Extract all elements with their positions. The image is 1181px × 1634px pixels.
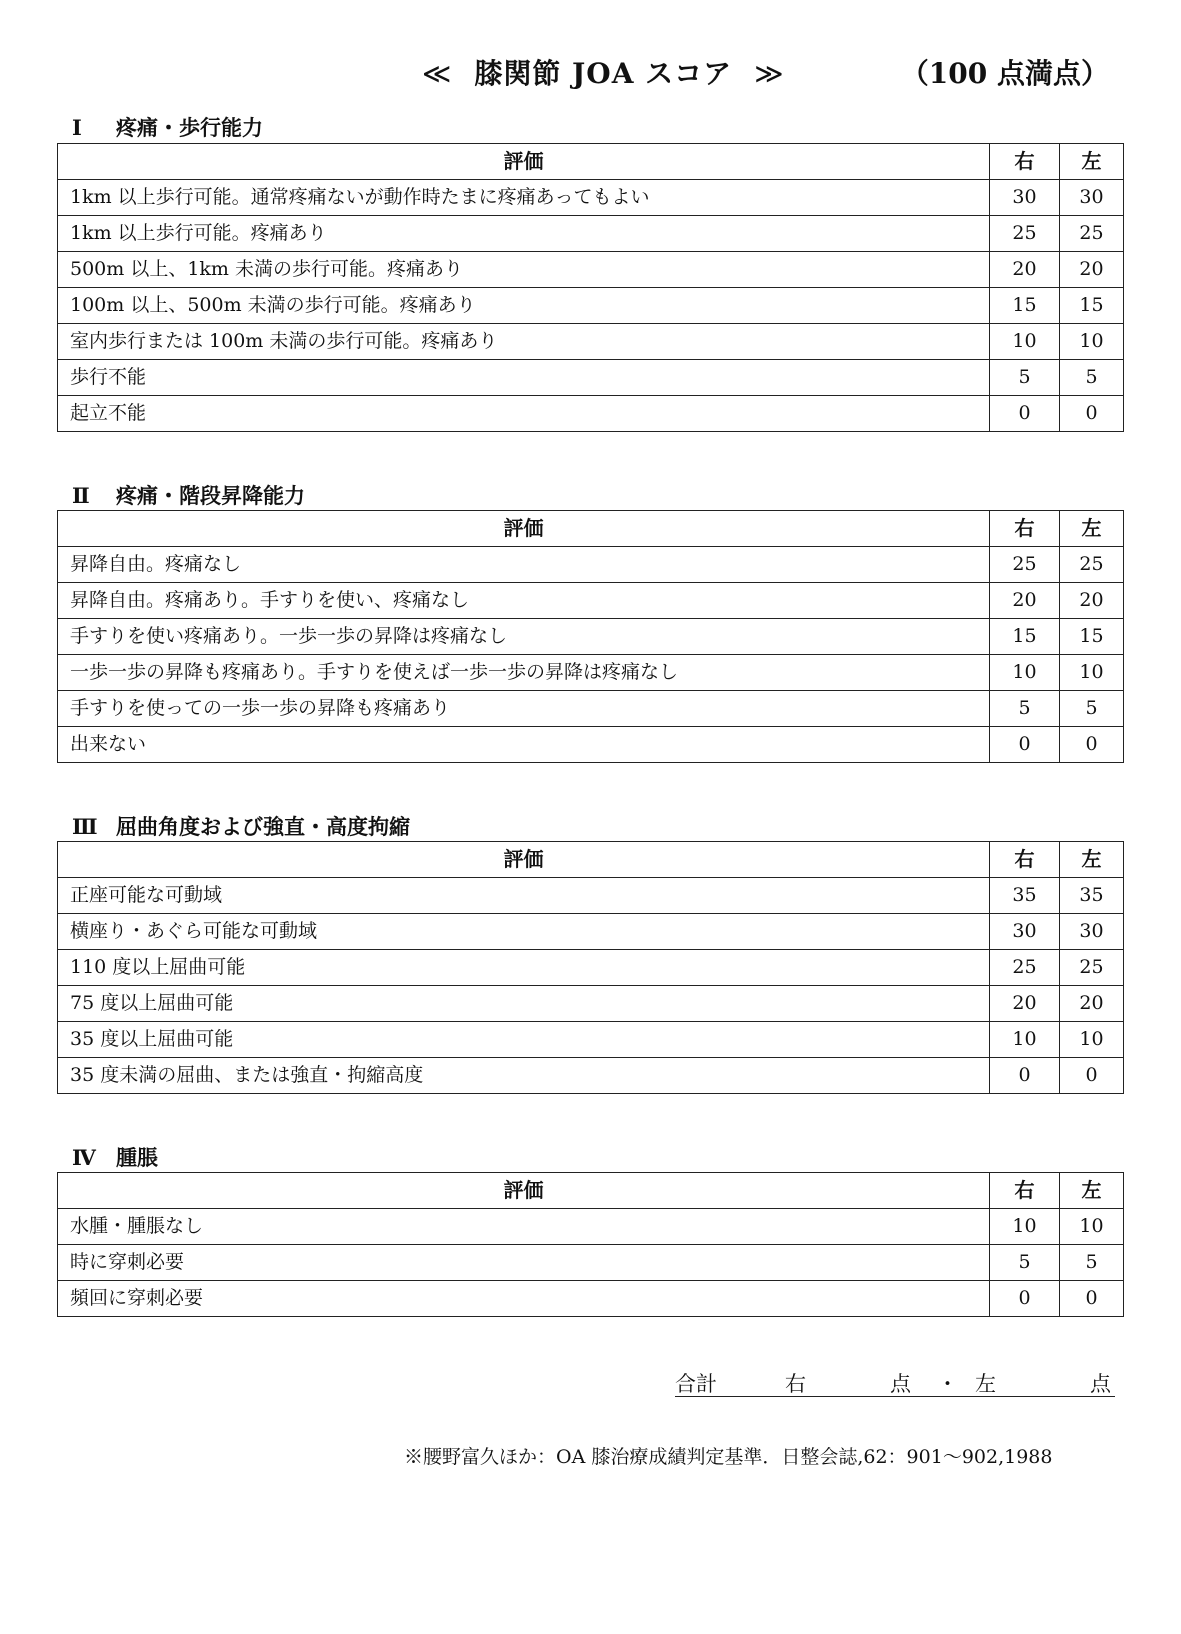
table-row [58, 1245, 1124, 1281]
row-left-score: 0 [1060, 1281, 1124, 1317]
table-row [58, 396, 1124, 432]
table-row [58, 324, 1124, 360]
header-right: 右 [990, 144, 1060, 180]
table-row [58, 1281, 1124, 1317]
close-quote: ≫ [754, 57, 785, 90]
row-description: 35 度未満の屈曲、または強直・拘縮高度 [58, 1058, 990, 1094]
total-line [675, 1368, 1115, 1397]
header-left: 左 [1060, 842, 1124, 878]
row-right-score: 0 [990, 1281, 1060, 1317]
header-left: 左 [1060, 511, 1124, 547]
row-description: 35 度以上屈曲可能 [58, 1022, 990, 1058]
table-row [58, 878, 1124, 914]
row-left-score: 15 [1060, 288, 1124, 324]
section-1-numeral: Ⅰ [72, 115, 82, 140]
row-right-score: 0 [990, 1058, 1060, 1094]
row-left-score: 5 [1060, 1245, 1124, 1281]
total-separator: ・ [937, 1372, 958, 1396]
row-description: 1km 以上歩行可能。通常疼痛ないが動作時たまに疼痛あってもよい [58, 180, 990, 216]
row-description: 500m 以上、1km 未満の歩行可能。疼痛あり [58, 252, 990, 288]
section-1-heading [72, 112, 263, 142]
row-left-score: 15 [1060, 619, 1124, 655]
full-score-label: （100 点満点） [900, 57, 1109, 90]
header-left: 左 [1060, 1173, 1124, 1209]
row-right-score: 5 [990, 691, 1060, 727]
row-description: 頻回に穿刺必要 [58, 1281, 990, 1317]
row-right-score: 10 [990, 324, 1060, 360]
row-description: 歩行不能 [58, 360, 990, 396]
row-left-score: 20 [1060, 583, 1124, 619]
table-row [58, 727, 1124, 763]
table-row [58, 360, 1124, 396]
header-evaluation: 評価 [58, 144, 990, 180]
total-right-label: 右 [785, 1372, 806, 1396]
row-left-score: 25 [1060, 547, 1124, 583]
table-row [58, 950, 1124, 986]
table-row [58, 547, 1124, 583]
total-right-point: 点 [890, 1372, 911, 1396]
row-description: 手すりを使い疼痛あり。一歩一歩の昇降は疼痛なし [58, 619, 990, 655]
row-right-score: 30 [990, 914, 1060, 950]
section-1-table [57, 143, 1124, 432]
row-description: 正座可能な可動域 [58, 878, 990, 914]
section-2-heading [72, 480, 305, 510]
row-description: 1km 以上歩行可能。疼痛あり [58, 216, 990, 252]
row-description: 75 度以上屈曲可能 [58, 986, 990, 1022]
section-2-numeral: Ⅱ [72, 483, 90, 508]
row-description: 100m 以上、500m 未満の歩行可能。疼痛あり [58, 288, 990, 324]
table-header-row [58, 842, 1124, 878]
row-right-score: 25 [990, 547, 1060, 583]
section-2-table [57, 510, 1124, 763]
title-text: 膝関節 JOA スコア [474, 57, 733, 90]
section-4-heading [72, 1142, 158, 1172]
row-description: 室内歩行または 100m 未満の歩行可能。疼痛あり [58, 324, 990, 360]
header-right: 右 [990, 1173, 1060, 1209]
row-right-score: 20 [990, 252, 1060, 288]
row-left-score: 10 [1060, 324, 1124, 360]
row-right-score: 20 [990, 583, 1060, 619]
section-1-title: 疼痛・歩行能力 [116, 115, 263, 140]
table-row [58, 288, 1124, 324]
row-left-score: 5 [1060, 360, 1124, 396]
reference-footnote: ※腰野富久ほか：OA 膝治療成績判定基準．日整会誌,62：901〜902,1988 [404, 1446, 1053, 1468]
table-row [58, 252, 1124, 288]
table-row [58, 180, 1124, 216]
total-label: 合計 [675, 1372, 717, 1396]
header-left: 左 [1060, 144, 1124, 180]
row-left-score: 20 [1060, 986, 1124, 1022]
header-right: 右 [990, 842, 1060, 878]
open-quote: ≪ [422, 57, 453, 90]
row-left-score: 25 [1060, 950, 1124, 986]
table-header-row [58, 144, 1124, 180]
row-description: 手すりを使っての一歩一歩の昇降も疼痛あり [58, 691, 990, 727]
row-description: 起立不能 [58, 396, 990, 432]
table-row [58, 691, 1124, 727]
row-description: 110 度以上屈曲可能 [58, 950, 990, 986]
row-left-score: 0 [1060, 1058, 1124, 1094]
row-right-score: 0 [990, 396, 1060, 432]
row-right-score: 5 [990, 360, 1060, 396]
row-left-score: 30 [1060, 914, 1124, 950]
row-right-score: 5 [990, 1245, 1060, 1281]
row-right-score: 25 [990, 216, 1060, 252]
header-right: 右 [990, 511, 1060, 547]
table-row [58, 1209, 1124, 1245]
row-description: 昇降自由。疼痛あり。手すりを使い、疼痛なし [58, 583, 990, 619]
row-right-score: 15 [990, 288, 1060, 324]
row-right-score: 15 [990, 619, 1060, 655]
title-row [0, 52, 1181, 92]
total-left-point: 点 [1090, 1372, 1111, 1396]
row-left-score: 10 [1060, 655, 1124, 691]
section-3-heading [72, 811, 410, 841]
row-left-score: 20 [1060, 252, 1124, 288]
section-3-numeral: Ⅲ [72, 814, 98, 839]
row-description: 水腫・腫脹なし [58, 1209, 990, 1245]
row-description: 横座り・あぐら可能な可動域 [58, 914, 990, 950]
row-left-score: 35 [1060, 878, 1124, 914]
section-4-title: 腫脹 [116, 1145, 158, 1170]
row-description: 一歩一歩の昇降も疼痛あり。手すりを使えば一歩一歩の昇降は疼痛なし [58, 655, 990, 691]
row-description: 出来ない [58, 727, 990, 763]
table-header-row [58, 511, 1124, 547]
row-right-score: 10 [990, 1022, 1060, 1058]
row-left-score: 0 [1060, 396, 1124, 432]
table-header-row [58, 1173, 1124, 1209]
row-right-score: 10 [990, 1209, 1060, 1245]
header-evaluation: 評価 [58, 511, 990, 547]
total-left-label: 左 [975, 1372, 996, 1396]
table-row [58, 986, 1124, 1022]
header-evaluation: 評価 [58, 1173, 990, 1209]
section-4-table [57, 1172, 1124, 1317]
row-left-score: 10 [1060, 1209, 1124, 1245]
table-row [58, 914, 1124, 950]
row-description: 時に穿刺必要 [58, 1245, 990, 1281]
row-left-score: 30 [1060, 180, 1124, 216]
row-right-score: 30 [990, 180, 1060, 216]
section-2-title: 疼痛・階段昇降能力 [116, 483, 305, 508]
header-evaluation: 評価 [58, 842, 990, 878]
section-3-title: 屈曲角度および強直・高度拘縮 [116, 814, 410, 839]
row-right-score: 25 [990, 950, 1060, 986]
row-left-score: 5 [1060, 691, 1124, 727]
row-description: 昇降自由。疼痛なし [58, 547, 990, 583]
section-4-numeral: Ⅳ [72, 1145, 96, 1170]
table-row [58, 216, 1124, 252]
table-row [58, 583, 1124, 619]
table-row [58, 619, 1124, 655]
table-row [58, 1058, 1124, 1094]
row-left-score: 10 [1060, 1022, 1124, 1058]
table-row [58, 1022, 1124, 1058]
row-right-score: 0 [990, 727, 1060, 763]
page-title [400, 52, 807, 92]
table-row [58, 655, 1124, 691]
row-right-score: 35 [990, 878, 1060, 914]
section-3-table [57, 841, 1124, 1094]
row-right-score: 20 [990, 986, 1060, 1022]
row-right-score: 10 [990, 655, 1060, 691]
row-left-score: 25 [1060, 216, 1124, 252]
row-left-score: 0 [1060, 727, 1124, 763]
